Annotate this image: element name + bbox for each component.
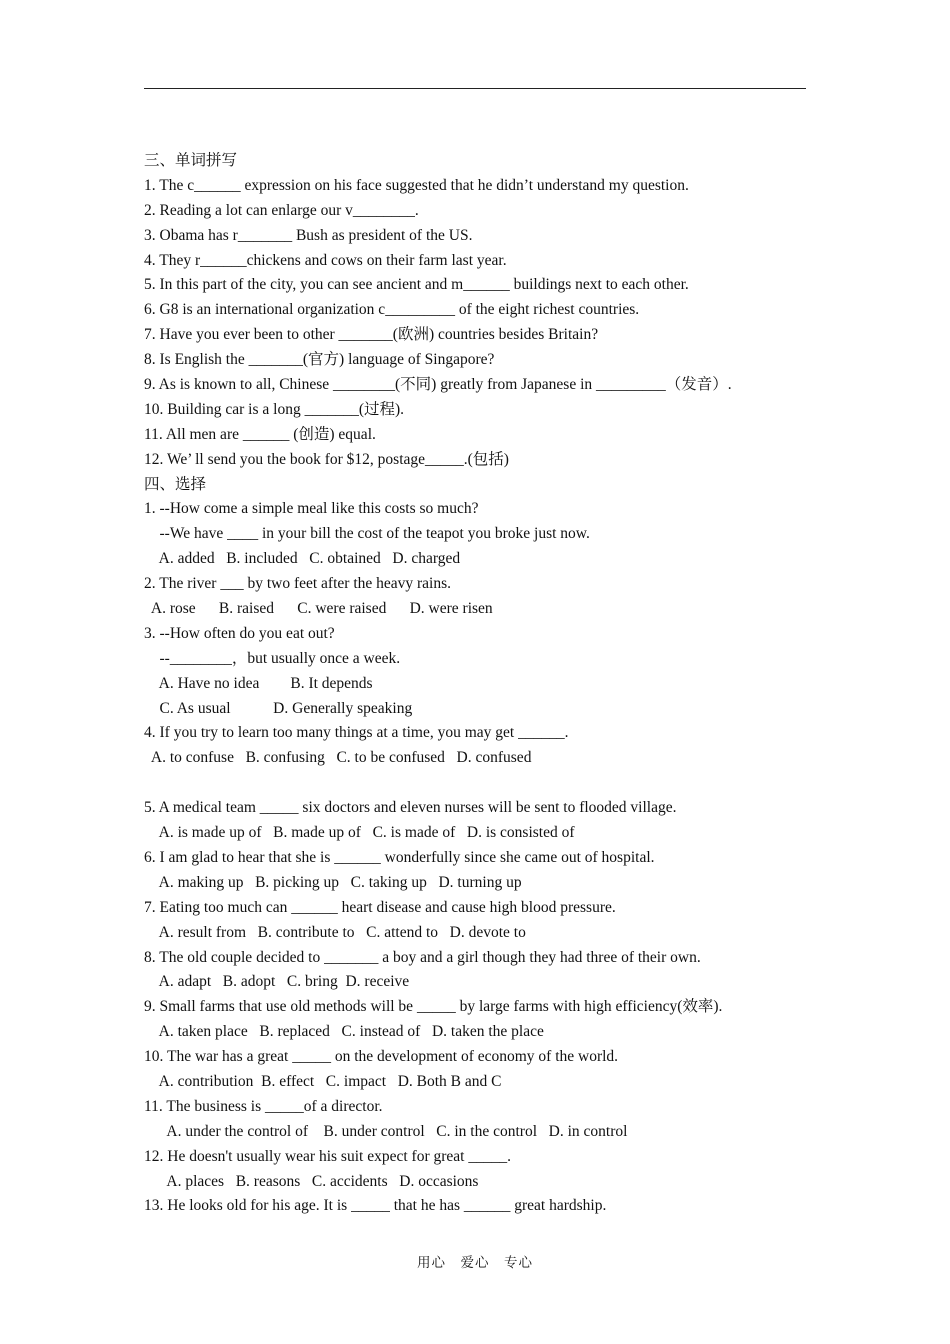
choice-q3-stem: 3. --How often do you eat out? [144, 624, 335, 642]
spelling-item-4: 4. They r______chickens and cows on their farm last year. [144, 251, 507, 269]
choice-q7-stem: 7. Eating too much can ______ heart disease and cause high blood pressure. [144, 898, 616, 916]
page-footer: 用心 爱心 专心 [417, 1255, 533, 1270]
choice-q12-options: A. places B. reasons C. accidents D. occasions [144, 1172, 479, 1190]
spelling-item-5: 5. In this part of the city, you can see ancient and m______ buildings next to each other. [144, 276, 689, 294]
section-heading-spelling: 三、单词拼写 [144, 152, 238, 169]
choice-q3-options-ab: A. Have no idea B. It depends [144, 674, 373, 692]
choice-q1-stem: 1. --How come a simple meal like this costs so much? [144, 500, 479, 518]
blank-line [144, 771, 824, 796]
spelling-item-2: 2. Reading a lot can enlarge our v________. [144, 201, 419, 219]
choice-q1-response: --We have ____ in your bill the cost of the teapot you broke just now. [144, 525, 590, 543]
choice-q7-options: A. result from B. contribute to C. attend to D. devote to [144, 923, 526, 941]
choice-q9-stem: 9. Small farms that use old methods will be _____ by large farms with high efficiency(效率). [144, 998, 723, 1016]
choice-q8-stem: 8. The old couple decided to _______ a boy and a girl though they had three of their own. [144, 948, 701, 966]
spelling-item-9: 9. As is known to all, Chinese ________(不同) greatly from Japanese in _________（发音）. [144, 376, 732, 394]
choice-q1-options: A. added B. included C. obtained D. charged [144, 550, 461, 568]
spelling-item-3: 3. Obama has r_______ Bush as president of the US. [144, 226, 473, 244]
choice-q10-stem: 10. The war has a great _____ on the development of economy of the world. [144, 1048, 619, 1066]
choice-q6-stem: 6. I am glad to hear that she is ______ wonderfully since she came out of hospital. [144, 848, 655, 866]
spelling-item-1: 1. The c______ expression on his face suggested that he didn’t understand my question. [144, 176, 689, 194]
choice-q9-options: A. taken place B. replaced C. instead of D. taken the place [144, 1023, 544, 1041]
choice-q4-stem: 4. If you try to learn too many things at a time, you may get ______. [144, 724, 569, 742]
choice-q13-stem: 13. He looks old for his age. It is _____ that he has ______ great hardship. [144, 1197, 607, 1215]
document-body [144, 149, 824, 1219]
spelling-item-12: 12. We’ ll send you the book for $12, postage_____.(包括) [144, 450, 509, 468]
header-rule [144, 88, 806, 89]
choice-q2-options: A. rose B. raised C. were raised D. were risen [144, 600, 493, 618]
spelling-item-11: 11. All men are ______ (创造) equal. [144, 425, 376, 443]
choice-q10-options: A. contribution B. effect C. impact D. Both B and C [144, 1072, 502, 1090]
choice-q11-stem: 11. The business is _____of a director. [144, 1097, 383, 1115]
choice-q2-stem: 2. The river ___ by two feet after the heavy rains. [144, 575, 452, 593]
choice-q11-options: A. under the control of B. under control C. in the control D. in control [144, 1122, 628, 1140]
choice-q8-options: A. adapt B. adopt C. bring D. receive [144, 973, 410, 991]
spelling-item-10: 10. Building car is a long _______(过程). [144, 400, 405, 418]
choice-q5-options: A. is made up of B. made up of C. is made of D. is consisted of [144, 824, 575, 842]
choice-q4-options: A. to confuse B. confusing C. to be confused D. confused [144, 749, 532, 767]
spelling-item-8: 8. Is English the _______(官方) language of Singapore? [144, 351, 495, 369]
choice-q6-options: A. making up B. picking up C. taking up D. turning up [144, 873, 522, 891]
spelling-item-7: 7. Have you ever been to other _______(欧洲) countries besides Britain? [144, 326, 599, 344]
choice-q3-response: --________，but usually once a week. [144, 649, 401, 667]
choice-q12-stem: 12. He doesn't usually wear his suit expect for great _____. [144, 1147, 511, 1165]
section-heading-choice: 四、选择 [144, 475, 207, 493]
choice-q3-options-cd: C. As usual D. Generally speaking [144, 699, 413, 717]
choice-q5-stem: 5. A medical team _____ six doctors and eleven nurses will be sent to flooded village. [144, 799, 677, 817]
spelling-item-6: 6. G8 is an international organization c_________ of the eight richest countries. [144, 301, 640, 319]
